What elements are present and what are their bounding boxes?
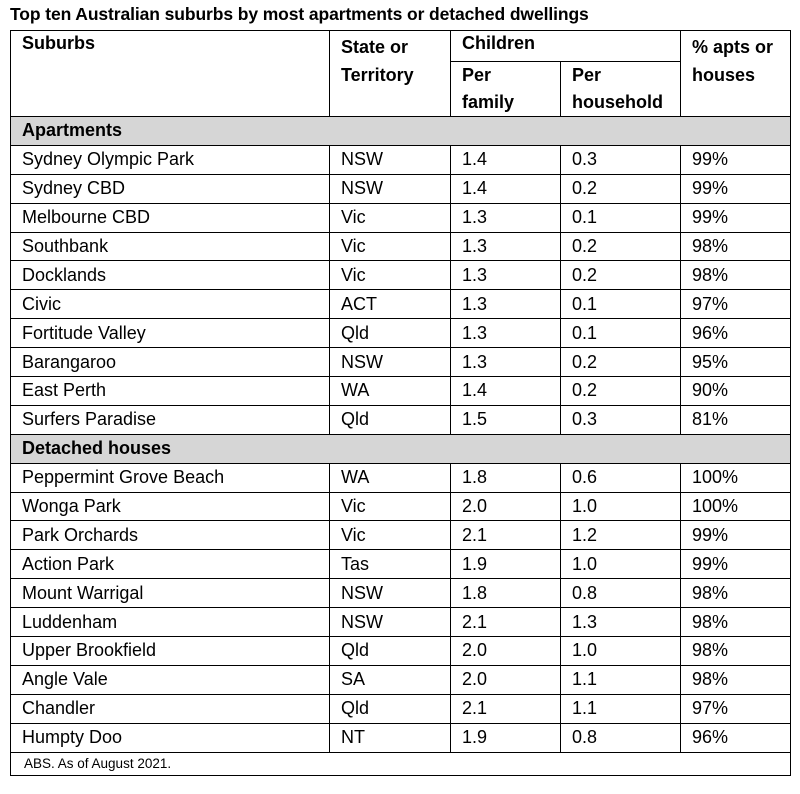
cell-pct: 97% bbox=[681, 290, 791, 319]
cell-per-family: 1.4 bbox=[451, 145, 561, 174]
header-per-family-line1: Per bbox=[462, 65, 492, 85]
table-row bbox=[11, 319, 791, 348]
cell-state: Qld bbox=[330, 637, 451, 666]
cell-per-household: 1.3 bbox=[561, 608, 681, 637]
cell-state: Qld bbox=[330, 405, 451, 434]
cell-per-family: 2.1 bbox=[451, 694, 561, 723]
cell-pct: 100% bbox=[681, 492, 791, 521]
cell-suburb: Wonga Park bbox=[11, 492, 330, 521]
cell-state: Vic bbox=[330, 521, 451, 550]
header-pct-line2: houses bbox=[692, 65, 756, 85]
footnote-row bbox=[11, 752, 791, 775]
cell-state: Qld bbox=[330, 694, 451, 723]
cell-per-family: 1.8 bbox=[451, 579, 561, 608]
cell-per-family: 1.8 bbox=[451, 463, 561, 492]
table-row bbox=[11, 521, 791, 550]
table-row bbox=[11, 145, 791, 174]
cell-pct: 98% bbox=[681, 637, 791, 666]
cell-state: NSW bbox=[330, 145, 451, 174]
cell-state: NSW bbox=[330, 174, 451, 203]
table-row bbox=[11, 492, 791, 521]
cell-suburb: Southbank bbox=[11, 232, 330, 261]
cell-suburb: Peppermint Grove Beach bbox=[11, 463, 330, 492]
cell-suburb: Action Park bbox=[11, 550, 330, 579]
table-row bbox=[11, 637, 791, 666]
cell-per-family: 1.9 bbox=[451, 550, 561, 579]
cell-per-household: 0.2 bbox=[561, 232, 681, 261]
cell-per-family: 2.0 bbox=[451, 665, 561, 694]
cell-state: Tas bbox=[330, 550, 451, 579]
cell-per-household: 0.1 bbox=[561, 290, 681, 319]
table-body bbox=[11, 117, 791, 776]
table-row bbox=[11, 348, 791, 377]
table-row bbox=[11, 377, 791, 406]
header-children bbox=[451, 31, 681, 62]
cell-state: Qld bbox=[330, 319, 451, 348]
cell-suburb: Luddenham bbox=[11, 608, 330, 637]
cell-state: NSW bbox=[330, 348, 451, 377]
cell-state: NSW bbox=[330, 608, 451, 637]
cell-suburb: Sydney Olympic Park bbox=[11, 145, 330, 174]
table-row bbox=[11, 174, 791, 203]
cell-suburb: Melbourne CBD bbox=[11, 203, 330, 232]
section-row bbox=[11, 117, 791, 146]
cell-pct: 81% bbox=[681, 405, 791, 434]
cell-per-family: 1.3 bbox=[451, 348, 561, 377]
header-per-family-line2: family bbox=[462, 92, 515, 112]
table-row bbox=[11, 694, 791, 723]
cell-pct: 98% bbox=[681, 665, 791, 694]
cell-state: Vic bbox=[330, 492, 451, 521]
cell-per-household: 0.8 bbox=[561, 723, 681, 752]
cell-suburb: Docklands bbox=[11, 261, 330, 290]
cell-per-household: 0.2 bbox=[561, 261, 681, 290]
cell-state: ACT bbox=[330, 290, 451, 319]
cell-per-family: 1.5 bbox=[451, 405, 561, 434]
cell-per-household: 0.3 bbox=[561, 405, 681, 434]
cell-per-family: 1.4 bbox=[451, 377, 561, 406]
cell-state: NSW bbox=[330, 579, 451, 608]
table-title: Top ten Australian suburbs by most apartments or detached dwellings bbox=[10, 4, 589, 24]
cell-suburb: Upper Brookfield bbox=[11, 637, 330, 666]
cell-pct: 98% bbox=[681, 579, 791, 608]
header-state bbox=[330, 31, 451, 117]
section-row bbox=[11, 434, 791, 463]
cell-pct: 99% bbox=[681, 521, 791, 550]
table-row bbox=[11, 463, 791, 492]
cell-per-household: 1.1 bbox=[561, 694, 681, 723]
cell-per-family: 1.3 bbox=[451, 319, 561, 348]
cell-per-family: 1.3 bbox=[451, 232, 561, 261]
header-per-household-line2: household bbox=[572, 92, 663, 112]
cell-state: Vic bbox=[330, 203, 451, 232]
cell-suburb: Civic bbox=[11, 290, 330, 319]
cell-state: Vic bbox=[330, 232, 451, 261]
header-state-line1: State or bbox=[341, 37, 409, 57]
cell-pct: 98% bbox=[681, 261, 791, 290]
cell-per-household: 0.3 bbox=[561, 145, 681, 174]
cell-pct: 99% bbox=[681, 145, 791, 174]
cell-state: SA bbox=[330, 665, 451, 694]
table-row bbox=[11, 405, 791, 434]
cell-pct: 97% bbox=[681, 694, 791, 723]
cell-per-household: 0.2 bbox=[561, 377, 681, 406]
header-per-household bbox=[561, 62, 681, 117]
cell-suburb: Barangaroo bbox=[11, 348, 330, 377]
cell-per-household: 0.8 bbox=[561, 579, 681, 608]
cell-state: Vic bbox=[330, 261, 451, 290]
cell-suburb: Park Orchards bbox=[11, 521, 330, 550]
cell-pct: 98% bbox=[681, 232, 791, 261]
cell-per-household: 0.6 bbox=[561, 463, 681, 492]
table-row bbox=[11, 723, 791, 752]
cell-pct: 99% bbox=[681, 174, 791, 203]
cell-per-household: 0.1 bbox=[561, 319, 681, 348]
cell-suburb: Chandler bbox=[11, 694, 330, 723]
header-state-line2: Territory bbox=[341, 65, 414, 85]
suburbs-table bbox=[10, 30, 791, 776]
table-row bbox=[11, 290, 791, 319]
cell-state: WA bbox=[330, 377, 451, 406]
cell-per-household: 1.1 bbox=[561, 665, 681, 694]
cell-pct: 100% bbox=[681, 463, 791, 492]
table-row bbox=[11, 203, 791, 232]
header-per-household-line1: Per bbox=[572, 65, 602, 85]
cell-per-family: 1.4 bbox=[451, 174, 561, 203]
table-row bbox=[11, 665, 791, 694]
section-label: Detached houses bbox=[11, 434, 791, 463]
header-suburbs-label: Suburbs bbox=[22, 33, 96, 53]
cell-pct: 99% bbox=[681, 203, 791, 232]
cell-state: NT bbox=[330, 723, 451, 752]
cell-per-family: 1.3 bbox=[451, 203, 561, 232]
header-per-family bbox=[451, 62, 561, 117]
cell-per-family: 2.1 bbox=[451, 608, 561, 637]
table-row bbox=[11, 550, 791, 579]
cell-pct: 95% bbox=[681, 348, 791, 377]
header-suburbs bbox=[11, 31, 330, 117]
cell-state: WA bbox=[330, 463, 451, 492]
cell-per-family: 2.1 bbox=[451, 521, 561, 550]
table-row bbox=[11, 608, 791, 637]
table-row bbox=[11, 579, 791, 608]
cell-pct: 96% bbox=[681, 319, 791, 348]
cell-per-family: 1.3 bbox=[451, 290, 561, 319]
cell-per-household: 1.2 bbox=[561, 521, 681, 550]
cell-per-family: 2.0 bbox=[451, 637, 561, 666]
table-header bbox=[11, 31, 791, 117]
header-children-label: Children bbox=[462, 33, 536, 53]
footnote: ABS. As of August 2021. bbox=[11, 752, 791, 775]
cell-per-household: 0.1 bbox=[561, 203, 681, 232]
cell-per-family: 2.0 bbox=[451, 492, 561, 521]
cell-per-household: 0.2 bbox=[561, 348, 681, 377]
cell-suburb: East Perth bbox=[11, 377, 330, 406]
cell-per-family: 1.3 bbox=[451, 261, 561, 290]
cell-suburb: Humpty Doo bbox=[11, 723, 330, 752]
cell-per-household: 1.0 bbox=[561, 492, 681, 521]
cell-per-household: 1.0 bbox=[561, 550, 681, 579]
section-label: Apartments bbox=[11, 117, 791, 146]
cell-suburb: Fortitude Valley bbox=[11, 319, 330, 348]
header-pct bbox=[681, 31, 791, 117]
table-row bbox=[11, 232, 791, 261]
cell-suburb: Surfers Paradise bbox=[11, 405, 330, 434]
cell-pct: 90% bbox=[681, 377, 791, 406]
cell-pct: 99% bbox=[681, 550, 791, 579]
cell-suburb: Sydney CBD bbox=[11, 174, 330, 203]
cell-per-family: 1.9 bbox=[451, 723, 561, 752]
cell-per-household: 1.0 bbox=[561, 637, 681, 666]
cell-pct: 96% bbox=[681, 723, 791, 752]
cell-per-household: 0.2 bbox=[561, 174, 681, 203]
header-pct-line1: % apts or bbox=[692, 37, 774, 57]
table-row bbox=[11, 261, 791, 290]
cell-suburb: Mount Warrigal bbox=[11, 579, 330, 608]
cell-pct: 98% bbox=[681, 608, 791, 637]
cell-suburb: Angle Vale bbox=[11, 665, 330, 694]
